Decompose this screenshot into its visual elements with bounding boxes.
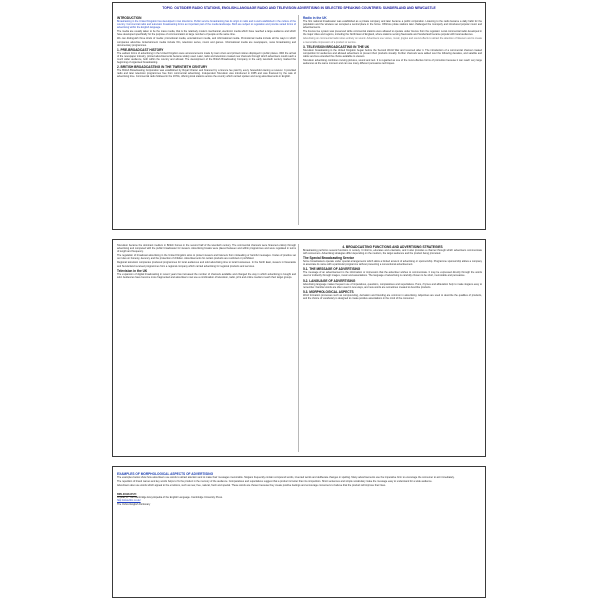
section-heading: 1. PRE-BROADCAST HISTORY xyxy=(117,47,164,52)
section-text: The British Broadcasting Corporation was established by Royal Charter and financed by a licence fee paid by every household owning a receiver. It provided radio and later television programmes free from commercial advertising. Independent Television was introduced in 1955 and was financed by the sale of advertising time. Commercial radio followed in the 1970s, offering local stations across the country which carried spoken and sung advertisements in English. xyxy=(117,69,296,79)
paragraph xyxy=(117,254,296,260)
paragraph-text: The regulation of broadcast advertising in the United Kingdom aims to protect viewers and listeners from misleading or harmful messages. Codes of practice set out rules on honesty, decency and the protection of children. Advertisements for certain products are restricted or prohibited. xyxy=(117,254,296,261)
document-title: TOPIC: OUTSIDER RADIO STATIONS, ENGLISH-LANGUAGE RADIO AND TELEVISION ADVERTISING IN SELECTED SPEAKING COUNTRIES: SUNDERLAND AND NEWCASTLE xyxy=(162,6,436,10)
bibliography-entry: Crystal, D. The Cambridge Encyclopedia of the English Language. Cambridge University Press. xyxy=(117,496,223,500)
section-heading: 5.1. THE MESSAGE OF ADVERTISING xyxy=(303,267,361,272)
paragraph xyxy=(303,249,482,255)
section-block xyxy=(303,16,482,29)
paragraph xyxy=(117,261,296,267)
section-block xyxy=(117,65,296,78)
paragraph-text: Broadcasting performs several functions in society. It informs, educates and entertains, and it also provides a channel through which advertisers communicate with consumers. Advertising strategies differ depending on the medium, the target audience and the product being promoted. xyxy=(303,249,482,256)
intro-block xyxy=(117,16,296,29)
section-block xyxy=(303,279,482,289)
page2-right-column xyxy=(303,244,482,456)
section-text: The message of an advertisement is the information or impression that the advertiser wishes to communicate. It may be expressed directly through the words used or indirectly through images, music and associations. The language of advertising is carefully chosen to be short, memorable and persuasive. xyxy=(303,271,482,278)
paragraph-text: We can distinguish three kinds of media: promotional media, entertainment media, and informational media. Promotional media include all the ways in which companies advertise. Entertainment media include film, television series, music and games. Informational media are newspapers, news broadcasting and documentary programmes. xyxy=(117,37,296,47)
paragraph-text: Television became the dominant medium in British homes in the second half of the twentieth century. The commercial channels were financed entirely through advertising and competed with the public broadcaster for viewers. Advertising breaks were placed between and within programmes and were regulated in terms of length and frequency. xyxy=(117,244,296,254)
document-page-2 xyxy=(112,239,486,457)
page2-left-column xyxy=(117,244,296,456)
column-divider xyxy=(298,244,299,452)
bibliography-entry: The Oxford English Dictionary xyxy=(117,502,151,506)
intro-text: Broadcasting in the United Kingdom has developed in two directions. Public service broadcasting has its origin in radio and is well established in the culture of the country. Commercial radio and television broadcasting forms an important part of the media landscape. Both are subject to regulation and provide varied forms of advertising within the English language. xyxy=(117,20,296,30)
page3-content xyxy=(117,471,481,597)
paragraph-text: The media are usually taken to be the mass media, that is the relatively modern mechanical, electronic media which have reached a large audience and which have developed specifically for the purpose of communication to large numbers of people at the same time. xyxy=(117,30,296,37)
section-text: The first national broadcaster was established as a private company and later became a public corporation. Listening to the radio became a daily habit for the population and the wireless set occupied a central place in the home. Offshore pirate stations later challenged the monopoly and introduced popular music and advertisements. xyxy=(303,20,482,30)
paragraph-text: The licence fee system was preserved while commercial stations were allowed to operate under licence from the regulator. Local commercial radio developed in the major cities and regions, including the North East of England, where stations serving Newcastle and Sunderland became popular with local audiences. xyxy=(303,30,482,37)
section-block xyxy=(117,269,296,279)
paragraph xyxy=(303,59,482,65)
section-block xyxy=(303,267,482,277)
section-heading: The Special Broadcasting Service xyxy=(303,256,355,261)
section-heading: Television in the UK xyxy=(117,268,148,273)
document-page-1 xyxy=(112,2,486,230)
paragraph xyxy=(303,37,482,43)
paragraph-text: Advertisers also use words which appeal to the emotions, such as new, free, natural, fresh and special. These words are chosen because they create positive feelings and encourage consumers to believe that the product will improve their lives. xyxy=(117,484,386,488)
section-heading: Radio in the UK xyxy=(303,16,327,20)
section-heading: 5.3. MORPHOLOGICAL ASPECTS xyxy=(303,289,354,294)
paragraph-text: The repetition of brand names and key words helps to fix the product in the memory of the audience. Comparatives and superlatives suggest that a product is better than its competitors. Short sentences and simple vocabulary make the message easy to understand for a wide audience. xyxy=(117,480,433,484)
section-block xyxy=(303,290,482,300)
page1-left-column xyxy=(117,15,296,229)
section-text: Word formation processes such as compounding, derivation and blending are common in advertising. Adjectives are used to describe the qualities of products, and the choice of vocabulary is designed to create positive associations in the mind of the consumer. xyxy=(303,293,482,300)
section-text: The expansion of digital broadcasting in recent years has increased the number of channels available and changed the way in which advertising is bought and sold. Audiences have become more fragmented and advertisers now use a combination of television, radio, print and online media to reach their target groups. xyxy=(117,272,296,279)
bibliography-link[interactable]: http://www.bbc.co.uk/ xyxy=(117,499,141,503)
document-page-3 xyxy=(112,466,486,598)
paragraph xyxy=(117,30,296,36)
paragraph xyxy=(117,244,296,253)
section-heading: EXAMPLES OF MORPHOLOGICAL ASPECTS OF ADVERTISING xyxy=(117,472,214,476)
paragraph-text: Regional television companies produced programmes for local audiences and sold advertising time to local businesses. In the North East, viewers in Newcastle and Sunderland received programmes from a regional company which carried advertising for regional products and services. xyxy=(117,261,296,268)
paragraph xyxy=(303,30,482,36)
intro-heading: INTRODUCTION xyxy=(117,16,142,20)
section-heading: 2. BRITISH BROADCASTING IN THE TWENTIETH CENTURY xyxy=(117,65,208,70)
bibliography-heading: BIBLIOGRAPHY: xyxy=(117,493,137,497)
section-text: Some broadcasters operate under special arrangements which allow a limited amount of advertising or sponsorship. Programme sponsorship allows a company to associate its name with a particular programme without presenting a conventional advertisement. xyxy=(303,260,482,267)
section-block xyxy=(303,45,482,58)
section-block xyxy=(117,48,296,64)
page1-right-column xyxy=(303,15,482,229)
section-heading: 3. TELEVISION BROADCASTING IN THE UK xyxy=(303,44,370,49)
section-block xyxy=(303,256,482,266)
section-text: The earliest forms of advertising in the United Kingdom were announcements made by town criers and printed notices displayed in public places. With the arrival of the newspaper industry, printed advertisements became widely used. Later, radio and television created new channels through which advertisers could reach a much wider audience, both within the country and abroad. The development of the British Broadcasting Company in the early twentieth century marked the beginning of organised broadcasting. xyxy=(117,51,296,65)
section-heading: 5.2. LANGUAGE OF ADVERTISING xyxy=(303,278,356,283)
column-divider xyxy=(298,15,299,225)
paragraph-text: Advertising on commercial radio relies entirely on sound. Advertisers use voices, music, jingles and sound effects to attract the attention of listeners and to create a memorable impression of a product or service. xyxy=(303,37,482,44)
section-text: Advertising language makes frequent use of imperatives, questions, comparatives and superlatives. Puns, rhymes and alliteration help to make slogans easy to remember. Familiar words are often used in new ways, and new words are sometimes created to describe products. xyxy=(303,282,482,289)
section-heading: 4. BROADCASTING FUNCTIONS AND ADVERTISING STRATEGIES xyxy=(342,245,443,249)
paragraph xyxy=(117,37,296,46)
paragraph-text: The examples below show how advertisers use words to attract attention and to make their messages memorable. Slogans frequently contain compound words, invented words and deliberate changes in spelling. Many advertisements use the imperative form to encourage the consumer to act immediately. xyxy=(117,476,455,479)
section-text: Television broadcasting in the United Kingdom began before the Second World War and resumed after it. The introduction of a commercial channel created competition for audiences and allowed advertisers to present their products visually. Further channels were added over the following decades, and satellite and cable services extended the choice available to viewers. xyxy=(303,48,482,58)
paragraph-text: Television advertising combines moving pictures, sound and text. It is regarded as one of the most effective forms of promotion because it can reach very large audiences at the same moment and can use many different persuasive techniques. xyxy=(303,58,482,66)
